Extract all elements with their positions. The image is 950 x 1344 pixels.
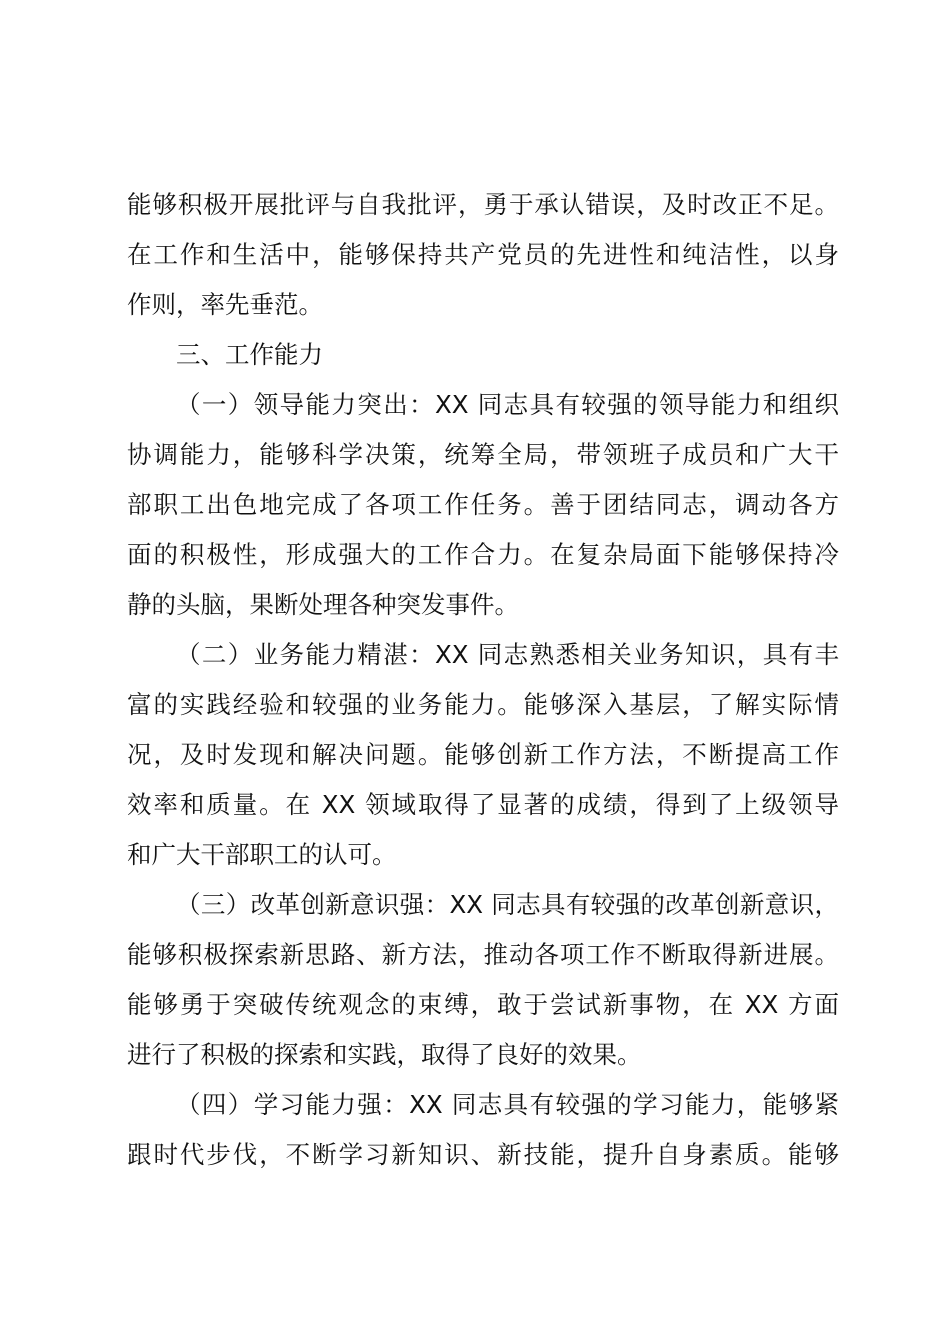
- text-line: 能够积极探索新思路、新方法，推动各项工作不断取得新进展。: [127, 940, 839, 969]
- text-line: 进行了积极的探索和实践，取得了良好的效果。: [127, 1040, 642, 1069]
- text-line: 作则，率先垂范。: [127, 290, 323, 319]
- text-line: 静的头脑，果断处理各种突发事件。: [127, 590, 519, 619]
- subsection-first-line: （四）学习能力强：XX 同志具有较强的学习能力，能够紧: [176, 1090, 839, 1119]
- body-text: [127, 180, 839, 1180]
- text-line: 在工作和生活中，能够保持共产党员的先进性和纯洁性，以身: [127, 240, 839, 269]
- text-line: 能够勇于突破传统观念的束缚，敢于尝试新事物，在 XX 方面: [127, 990, 839, 1019]
- text-line: 跟时代步伐，不断学习新知识、新技能，提升自身素质。能够: [127, 1140, 839, 1169]
- text-line: 效率和质量。在 XX 领域取得了显著的成绩，得到了上级领导: [127, 790, 839, 819]
- subsection-first-line: （二）业务能力精湛：XX 同志熟悉相关业务知识，具有丰: [176, 640, 839, 669]
- text-line: 协调能力，能够科学决策，统筹全局，带领班子成员和广大干: [127, 440, 839, 469]
- subsection-first-line: （三）改革创新意识强：XX 同志具有较强的改革创新意识，: [176, 890, 839, 919]
- subsection-first-line: （一）领导能力突出：XX 同志具有较强的领导能力和组织: [176, 390, 839, 419]
- text-line: 能够积极开展批评与自我批评，勇于承认错误，及时改正不足。: [127, 190, 839, 219]
- text-line: 面的积极性，形成强大的工作合力。在复杂局面下能够保持冷: [127, 540, 839, 569]
- text-line: 富的实践经验和较强的业务能力。能够深入基层，了解实际情: [127, 690, 839, 719]
- text-line: 和广大干部职工的认可。: [127, 840, 397, 869]
- text-line: 况，及时发现和解决问题。能够创新工作方法，不断提高工作: [127, 740, 839, 769]
- section-heading: 三、工作能力: [176, 340, 323, 369]
- text-line: 部职工出色地完成了各项工作任务。善于团结同志，调动各方: [127, 490, 839, 519]
